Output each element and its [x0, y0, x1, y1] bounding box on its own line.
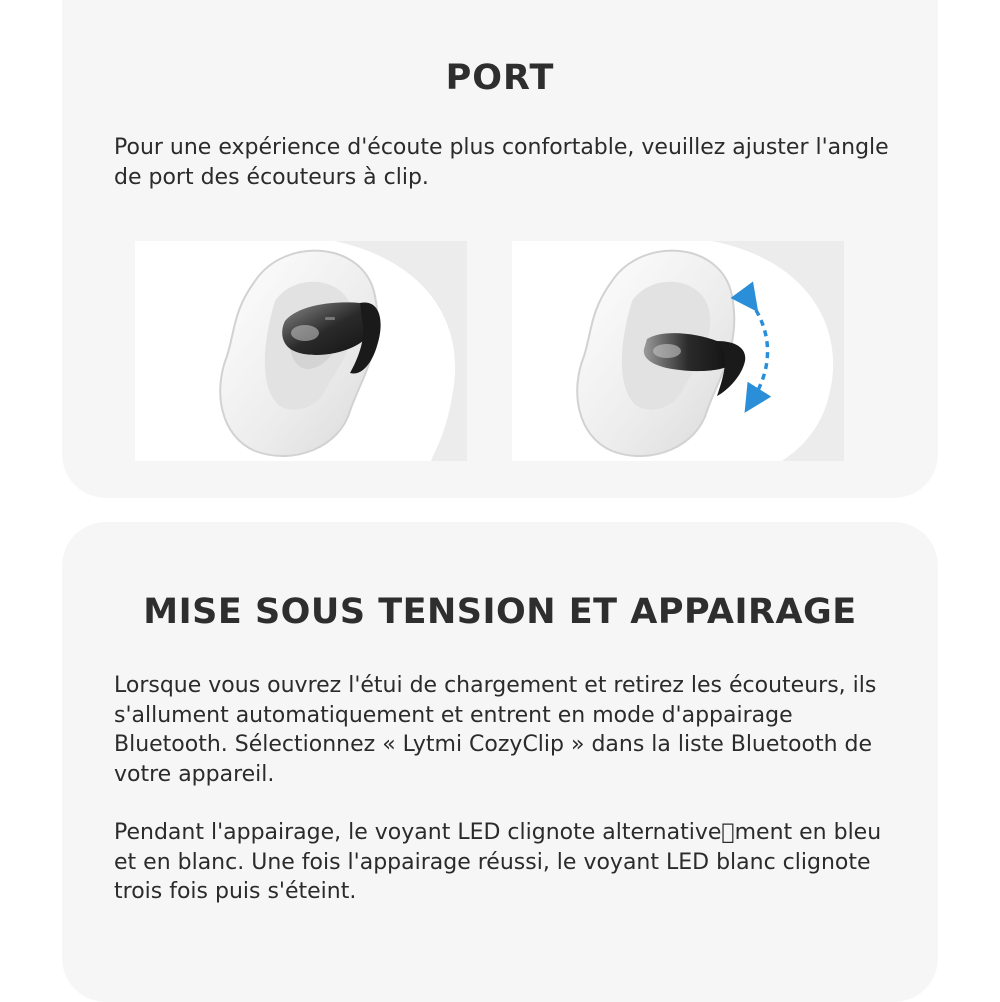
wearing-section — [62, 0, 938, 498]
pairing-description-led: Pendant l'appairage, le voyant LED clignote alternative ment en bleu et en blanc. Une fois l'appairage réussi, le voyant LED blanc clignote trois fois puis s'éteint. — [114, 820, 882, 904]
wearing-title: PORT — [445, 58, 555, 98]
pairing-section — [62, 522, 938, 1002]
ear-photo-adjusted-angle — [512, 241, 844, 461]
wearing-description: Pour une expérience d'écoute plus confortable, veuillez ajuster l'angle de port des écouteurs à clip. — [114, 135, 889, 190]
pairing-title: MISE SOUS TENSION ET APPAIRAGE — [143, 592, 857, 632]
pairing-description-open-case: Lorsque vous ouvrez l'étui de chargement et retirez les écouteurs, ils s'allument automatiquement et entrent en mode d'appairage Bluetooth. Sélectionnez « Lytmi CozyClip » dans la liste Bluetooth de votre appareil. — [114, 673, 877, 787]
ear-photo-default-angle — [135, 241, 467, 461]
